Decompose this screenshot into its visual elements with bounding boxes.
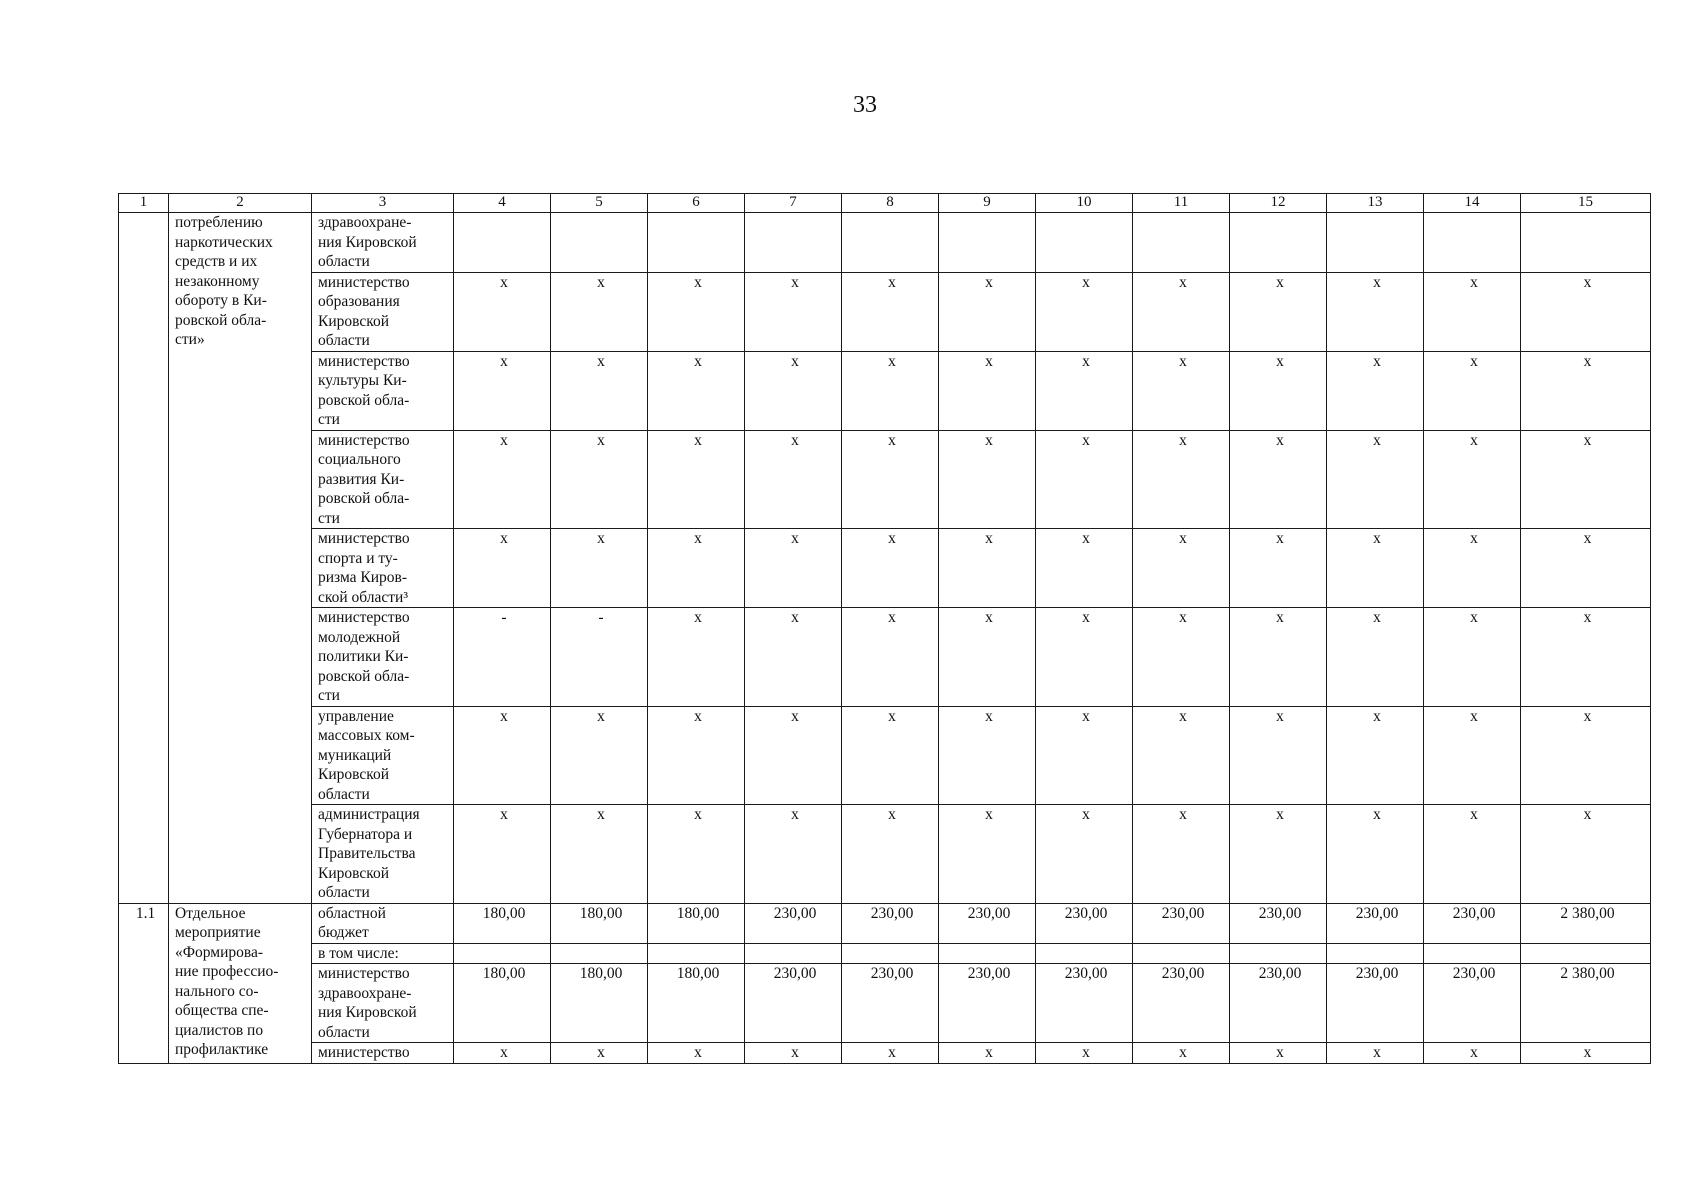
value-cell: x: [551, 805, 648, 904]
value-cell: 230,00: [939, 964, 1036, 1043]
value-cell: 180,00: [551, 964, 648, 1043]
table-row: [119, 706, 1651, 805]
value-cell: x: [454, 351, 551, 430]
value-cell: [1230, 213, 1327, 273]
value-cell: x: [745, 805, 842, 904]
value-cell: x: [939, 351, 1036, 430]
value-cell: x: [648, 430, 745, 529]
value-cell: x: [1230, 608, 1327, 707]
value-cell: x: [1036, 351, 1133, 430]
value-cell: x: [1327, 529, 1424, 608]
executor-cell: министерство: [312, 1043, 454, 1064]
item-row: [119, 943, 1651, 964]
item-row: [119, 903, 1651, 943]
table-row: [119, 351, 1651, 430]
value-cell: x: [1327, 272, 1424, 351]
value-cell: x: [1424, 706, 1521, 805]
value-cell: [1133, 943, 1230, 964]
table-row: [119, 213, 1651, 273]
value-cell: [1327, 943, 1424, 964]
header-row: [119, 194, 1651, 213]
value-cell: x: [745, 272, 842, 351]
value-cell: 230,00: [1133, 903, 1230, 943]
value-cell: x: [1036, 430, 1133, 529]
value-cell: [551, 213, 648, 273]
row-number-cell: [119, 213, 169, 904]
value-cell: 230,00: [1424, 903, 1521, 943]
task-name-cell: потреблению наркотических средств и их незаконному обороту в Ки- ровской обла- сти»: [169, 213, 312, 904]
value-cell: [745, 943, 842, 964]
executor-cell: администрация Губернатора и Правительства Кировской области: [312, 805, 454, 904]
value-cell: [551, 943, 648, 964]
value-cell: x: [842, 272, 939, 351]
value-cell: 230,00: [1230, 903, 1327, 943]
executor-cell: министерство культуры Ки- ровской обла- сти: [312, 351, 454, 430]
value-cell: x: [842, 430, 939, 529]
value-cell: x: [1230, 1043, 1327, 1064]
value-cell: x: [648, 529, 745, 608]
value-cell: x: [1327, 706, 1424, 805]
value-cell: x: [842, 608, 939, 707]
value-cell: 230,00: [1133, 964, 1230, 1043]
value-cell: x: [648, 351, 745, 430]
value-cell: 230,00: [1424, 964, 1521, 1043]
value-cell: x: [1521, 430, 1651, 529]
header-cell: 5: [551, 194, 648, 213]
value-cell: [939, 213, 1036, 273]
header-cell: 13: [1327, 194, 1424, 213]
value-cell: x: [1133, 529, 1230, 608]
value-cell: [1133, 213, 1230, 273]
value-cell: x: [745, 1043, 842, 1064]
value-cell: [1521, 943, 1651, 964]
header-cell: 10: [1036, 194, 1133, 213]
value-cell: x: [551, 430, 648, 529]
value-cell: [1327, 213, 1424, 273]
value-cell: x: [1327, 805, 1424, 904]
value-cell: 230,00: [842, 903, 939, 943]
header-cell: 1: [119, 194, 169, 213]
value-cell: [745, 213, 842, 273]
value-cell: x: [1521, 805, 1651, 904]
value-cell: x: [1036, 805, 1133, 904]
value-cell: x: [939, 805, 1036, 904]
value-cell: x: [842, 706, 939, 805]
value-cell: x: [939, 1043, 1036, 1064]
value-cell: x: [648, 805, 745, 904]
value-cell: 180,00: [648, 903, 745, 943]
value-cell: 230,00: [1327, 964, 1424, 1043]
executor-cell: министерство социального развития Ки- ровской обла- сти: [312, 430, 454, 529]
value-cell: 2 380,00: [1521, 903, 1651, 943]
header-cell: 9: [939, 194, 1036, 213]
value-cell: x: [939, 272, 1036, 351]
value-cell: x: [1133, 1043, 1230, 1064]
table-row: [119, 805, 1651, 904]
value-cell: x: [745, 706, 842, 805]
value-cell: x: [1521, 529, 1651, 608]
value-cell: x: [1230, 430, 1327, 529]
value-cell: [1521, 213, 1651, 273]
value-cell: 230,00: [842, 964, 939, 1043]
header-cell: 3: [312, 194, 454, 213]
value-cell: x: [454, 706, 551, 805]
value-cell: x: [551, 351, 648, 430]
value-cell: x: [1133, 272, 1230, 351]
value-cell: x: [939, 706, 1036, 805]
table-row: [119, 272, 1651, 351]
value-cell: x: [842, 351, 939, 430]
value-cell: x: [1327, 430, 1424, 529]
value-cell: x: [939, 608, 1036, 707]
value-cell: 230,00: [1036, 903, 1133, 943]
header-cell: 12: [1230, 194, 1327, 213]
value-cell: 180,00: [454, 964, 551, 1043]
value-cell: [1424, 213, 1521, 273]
value-cell: x: [1133, 608, 1230, 707]
value-cell: x: [1036, 706, 1133, 805]
value-cell: [1424, 943, 1521, 964]
value-cell: x: [1036, 608, 1133, 707]
value-cell: 230,00: [1230, 964, 1327, 1043]
value-cell: -: [454, 608, 551, 707]
value-cell: x: [648, 608, 745, 707]
value-cell: x: [1424, 608, 1521, 707]
value-cell: [939, 943, 1036, 964]
value-cell: x: [1036, 529, 1133, 608]
page-number: 33: [853, 92, 877, 118]
header-cell: 11: [1133, 194, 1230, 213]
header-cell: 2: [169, 194, 312, 213]
executor-cell: министерство молодежной политики Ки- ровской обла- сти: [312, 608, 454, 707]
value-cell: x: [1133, 430, 1230, 529]
value-cell: x: [939, 529, 1036, 608]
value-cell: x: [1133, 706, 1230, 805]
value-cell: x: [939, 430, 1036, 529]
value-cell: x: [551, 1043, 648, 1064]
value-cell: [1036, 943, 1133, 964]
header-cell: 6: [648, 194, 745, 213]
value-cell: [1036, 213, 1133, 273]
value-cell: x: [1133, 805, 1230, 904]
value-cell: x: [745, 430, 842, 529]
value-cell: x: [648, 706, 745, 805]
value-cell: x: [648, 1043, 745, 1064]
value-cell: -: [551, 608, 648, 707]
value-cell: x: [1424, 351, 1521, 430]
value-cell: x: [1521, 1043, 1651, 1064]
table-row: [119, 529, 1651, 608]
value-cell: x: [842, 1043, 939, 1064]
value-cell: 180,00: [454, 903, 551, 943]
executor-cell: областной бюджет: [312, 903, 454, 943]
value-cell: x: [1327, 608, 1424, 707]
value-cell: x: [454, 1043, 551, 1064]
value-cell: [842, 213, 939, 273]
value-cell: x: [745, 529, 842, 608]
value-cell: 180,00: [648, 964, 745, 1043]
value-cell: x: [454, 805, 551, 904]
value-cell: x: [1230, 529, 1327, 608]
value-cell: x: [1521, 351, 1651, 430]
value-cell: 230,00: [745, 903, 842, 943]
value-cell: x: [454, 430, 551, 529]
value-cell: 2 380,00: [1521, 964, 1651, 1043]
value-cell: x: [1424, 1043, 1521, 1064]
value-cell: x: [1521, 706, 1651, 805]
value-cell: 230,00: [1327, 903, 1424, 943]
program-table: [118, 193, 1651, 1064]
value-cell: 180,00: [551, 903, 648, 943]
header-cell: 8: [842, 194, 939, 213]
value-cell: x: [454, 272, 551, 351]
header-cell: 7: [745, 194, 842, 213]
value-cell: x: [648, 272, 745, 351]
table-row: [119, 430, 1651, 529]
value-cell: x: [842, 805, 939, 904]
value-cell: x: [1424, 805, 1521, 904]
value-cell: x: [551, 529, 648, 608]
value-cell: x: [1230, 272, 1327, 351]
value-cell: x: [1036, 272, 1133, 351]
executor-cell: министерство здравоохране- ния Кировской области: [312, 964, 454, 1043]
table-row: [119, 608, 1651, 707]
executor-cell: управление массовых ком- муникаций Кировской области: [312, 706, 454, 805]
header-cell: 14: [1424, 194, 1521, 213]
value-cell: x: [551, 706, 648, 805]
value-cell: x: [1424, 272, 1521, 351]
value-cell: x: [1424, 529, 1521, 608]
header-cell: 15: [1521, 194, 1651, 213]
value-cell: x: [1327, 351, 1424, 430]
header-cell: 4: [454, 194, 551, 213]
item-row: [119, 964, 1651, 1043]
executor-cell: министерство спорта и ту- ризма Киров- ской области³: [312, 529, 454, 608]
value-cell: x: [1230, 805, 1327, 904]
value-cell: x: [842, 529, 939, 608]
value-cell: 230,00: [1036, 964, 1133, 1043]
value-cell: x: [1230, 706, 1327, 805]
item-row: [119, 1043, 1651, 1064]
value-cell: 230,00: [745, 964, 842, 1043]
value-cell: [454, 943, 551, 964]
value-cell: x: [1327, 1043, 1424, 1064]
value-cell: x: [1133, 351, 1230, 430]
value-cell: [1230, 943, 1327, 964]
value-cell: x: [1521, 272, 1651, 351]
value-cell: x: [1230, 351, 1327, 430]
value-cell: [454, 213, 551, 273]
executor-cell: здравоохране- ния Кировской области: [312, 213, 454, 273]
value-cell: [648, 213, 745, 273]
value-cell: x: [551, 272, 648, 351]
executor-cell: в том числе:: [312, 943, 454, 964]
value-cell: [648, 943, 745, 964]
value-cell: x: [745, 608, 842, 707]
value-cell: [842, 943, 939, 964]
value-cell: x: [1424, 430, 1521, 529]
item-name-cell: Отдельное мероприятие «Формирова- ние профессио- нального со- общества спе- циалистов по профилактике: [169, 903, 312, 1063]
value-cell: x: [745, 351, 842, 430]
executor-cell: министерство образования Кировской области: [312, 272, 454, 351]
value-cell: x: [1036, 1043, 1133, 1064]
value-cell: x: [1521, 608, 1651, 707]
value-cell: x: [454, 529, 551, 608]
item-number-cell: 1.1: [119, 903, 169, 1063]
value-cell: 230,00: [939, 903, 1036, 943]
